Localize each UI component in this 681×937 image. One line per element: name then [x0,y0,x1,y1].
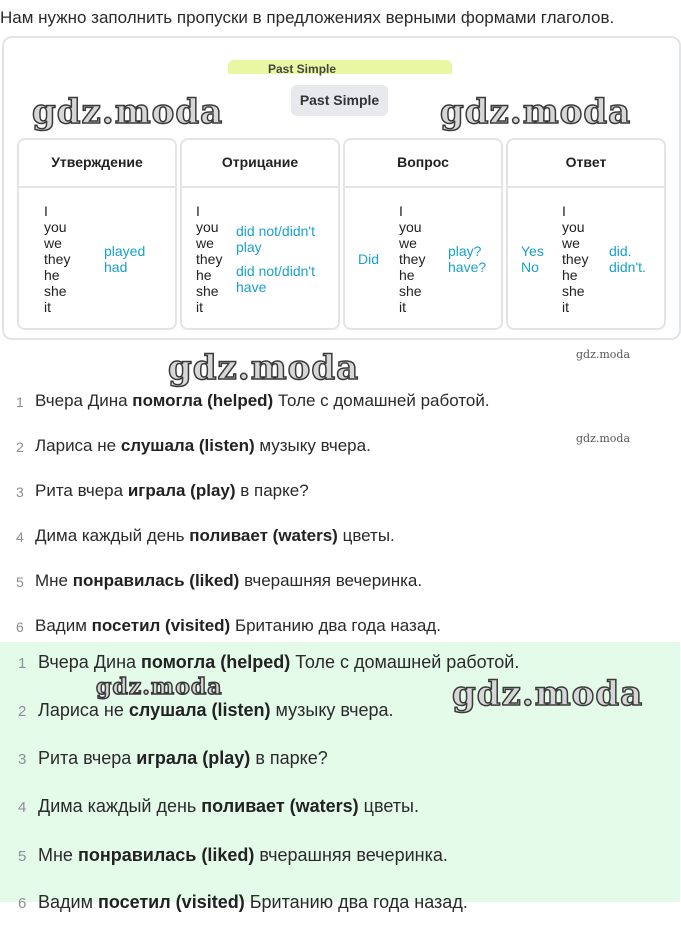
item-number: 3 [18,751,27,768]
answer-verb: слушала (listen) [120,436,255,455]
item-text: Лариса не слушала (listen) музыку вчера. [35,436,371,455]
pronoun: we [399,235,417,251]
column-negative [180,138,340,330]
highlighted-sentence-list [0,642,680,912]
column-question [343,138,503,330]
pronoun: we [44,235,62,251]
pronoun: it [562,299,569,315]
pronoun: he [44,267,60,283]
item-text: Вчера Дина помогла (helped) Толе с домашней работой. [38,652,520,672]
pronoun: I [399,203,403,219]
pronoun: we [562,235,580,251]
pronoun-list [196,203,222,315]
watermark: gdz.moda [168,348,360,388]
watermark: gdz.moda [452,674,644,714]
answer-verb: поливает (waters) [189,526,338,545]
item-text: Мне понравилась (liked) вчерашняя вечеринка. [35,571,423,590]
answer-verb: понравилась (liked) [72,571,240,590]
item-number: 4 [16,529,24,545]
item-text: Рита вчера играла (play) в парке? [38,748,328,768]
item-text: Вадим посетил (visited) Британию два года назад. [38,892,468,912]
pronoun-list [44,203,70,315]
pronoun: you [562,219,585,235]
pronoun: she [562,283,585,299]
pronoun: it [44,299,51,315]
pronoun: you [399,219,422,235]
pronoun: you [196,219,219,235]
pronoun: it [399,299,406,315]
pronoun: she [44,283,67,299]
item-number: 1 [18,655,27,672]
answer-verb: посетил (visited) [91,616,231,635]
pronoun-list [399,203,425,315]
pronoun: they [562,251,589,267]
answer-verb: играла (play) [127,481,236,500]
pronoun: it [196,299,203,315]
task-instruction: Нам нужно заполнить пропуски в предложениях верными формами глаголов. [0,8,615,27]
item-text: Лариса не слушала (listen) музыку вчера. [38,700,394,720]
pronoun: I [44,203,48,219]
pronoun-list [562,203,588,315]
pronoun: she [399,283,422,299]
pronoun: we [196,235,214,251]
answer-verb: понравилась (liked) [77,845,255,865]
item-number: 2 [16,439,24,455]
verb-form: did not/didn't play [236,223,315,255]
verb-form: played [104,243,146,259]
column-title: Утверждение [19,140,175,188]
pronoun: they [196,251,223,267]
item-text: Рита вчера играла (play) в парке? [35,481,309,500]
item-text: Вадим посетил (visited) Британию два года назад. [35,616,441,635]
column-title: Ответ [508,140,664,188]
highlight-strip [228,60,452,74]
item-number: 6 [16,619,24,635]
verb-form: did. [609,243,632,259]
pronoun: I [562,203,566,219]
answer-verb: поливает (waters) [201,796,359,816]
answer-verb: слушала (listen) [128,700,271,720]
auxiliary-did: Did [358,251,380,267]
column-answer [506,138,666,330]
watermark: gdz.moda [576,348,631,361]
item-number: 6 [18,895,27,912]
item-number: 2 [18,703,27,720]
pronoun: they [44,251,71,267]
column-title: Вопрос [345,140,501,188]
watermark: gdz.moda [440,92,632,132]
pronoun: they [399,251,426,267]
watermark: gdz.moda [32,92,224,132]
item-number: 5 [16,574,24,590]
item-text: Мне понравилась (liked) вчерашняя вечеринка. [38,845,448,865]
watermark: gdz.moda [96,674,223,700]
column-title: Отрицание [182,140,338,188]
item-number: 5 [18,848,27,865]
verb-form: had [104,259,128,275]
item-number: 1 [16,394,24,410]
pronoun: he [562,267,578,283]
item-number: 3 [16,484,24,500]
strip-text: Past Simple [268,62,337,76]
item-text: Дима каждый день поливает (waters) цветы. [35,526,395,545]
verb-form: have? [448,259,487,275]
answer-verb: помогла (helped) [141,652,291,672]
verb-form: did not/didn't have [236,263,315,295]
column-affirmative [17,138,177,330]
pronoun: he [399,267,415,283]
verb-form: didn't. [609,259,646,275]
item-text: Вчера Дина помогла (helped) Толе с домашней работой. [35,391,490,410]
pronoun: she [196,283,219,299]
answer-verb: посетил (visited) [97,892,245,912]
answer-verb: помогла (helped) [132,391,274,410]
item-text: Дима каждый день поливает (waters) цветы. [38,796,419,816]
pronoun: I [196,203,200,219]
pronoun: he [196,267,212,283]
verb-form: play? [448,243,482,259]
answer-verb: играла (play) [136,748,251,768]
yes-no-answer: Yes No [521,243,544,275]
pronoun: you [44,219,67,235]
item-number: 4 [18,799,27,816]
watermark: gdz.moda [576,432,631,445]
tense-label: Past Simple [291,85,388,116]
